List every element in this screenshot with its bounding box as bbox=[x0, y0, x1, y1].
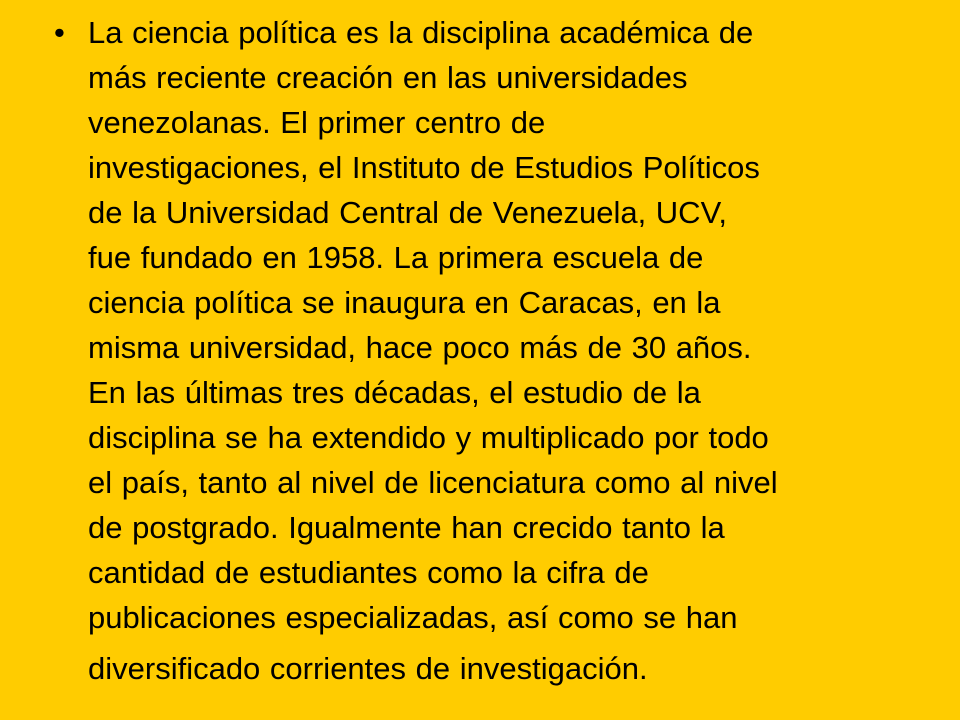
bullet-list bbox=[54, 10, 914, 691]
paragraph-line: venezolanas. El primer centro de bbox=[88, 105, 546, 140]
paragraph-text bbox=[88, 10, 914, 691]
paragraph-line: misma universidad, hace poco más de 30 años. bbox=[88, 330, 752, 365]
paragraph-line: publicaciones especializadas, así como se han bbox=[88, 600, 738, 635]
paragraph-line: el país, tanto al nivel de licenciatura como al nivel bbox=[88, 465, 778, 500]
paragraph-line: disciplina se ha extendido y multiplicado por todo bbox=[88, 420, 769, 455]
paragraph-line: fue fundado en 1958. La primera escuela de bbox=[88, 240, 704, 275]
paragraph-line: La ciencia política es la disciplina académica de bbox=[88, 15, 754, 50]
bullet-item bbox=[54, 10, 914, 691]
paragraph-line: diversificado corrientes de investigación. bbox=[88, 651, 648, 686]
paragraph-line: ciencia política se inaugura en Caracas, en la bbox=[88, 285, 721, 320]
paragraph-line: de la Universidad Central de Venezuela, UCV, bbox=[88, 195, 728, 230]
paragraph-line: de postgrado. Igualmente han crecido tanto la bbox=[88, 510, 725, 545]
paragraph-line: más reciente creación en las universidades bbox=[88, 60, 688, 95]
paragraph-line: cantidad de estudiantes como la cifra de bbox=[88, 555, 649, 590]
paragraph-line: investigaciones, el Instituto de Estudios Políticos bbox=[88, 150, 760, 185]
paragraph-line: En las últimas tres décadas, el estudio de la bbox=[88, 375, 701, 410]
bullet-dot-icon: • bbox=[54, 15, 65, 50]
